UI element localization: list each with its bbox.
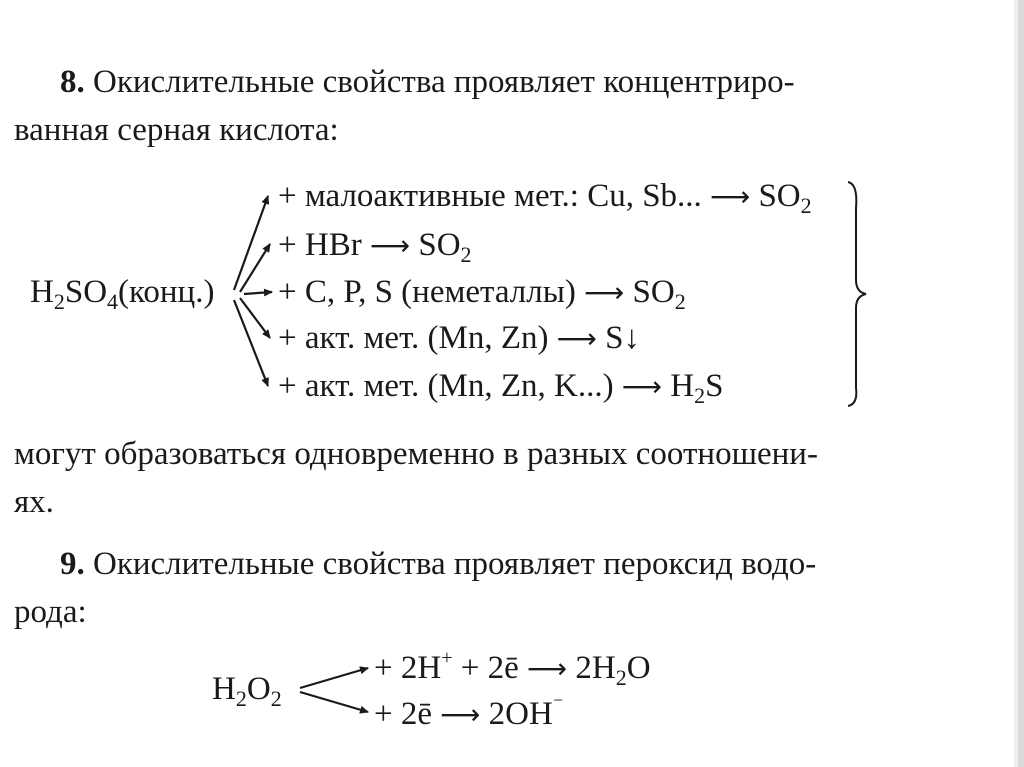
branch-3: + C, P, S (неметаллы) ⟶ $SO_2$ <box>278 274 686 314</box>
h2o2-reagent: $H_2O_2$ <box>212 671 282 711</box>
h2o2-branch-1: + 2H+ + 2ē ⟶ $2H_2O$ <box>374 647 651 690</box>
note-line-1: могут образоваться одновременно в разных соотношени- <box>14 436 818 472</box>
precipitate-arrow-icon: ↓ <box>623 320 640 356</box>
section-9-number: 9. <box>60 546 85 582</box>
branch-4: + акт. мет. (Mn, Zn) ⟶ S↓ <box>278 320 640 356</box>
reaction-arrow-icon: ⟶ <box>527 652 568 685</box>
h2o2-branch-2: + 2ē ⟶ 2OH⁻ <box>374 693 564 732</box>
section-8-text-1: Окислительные свойства проявляет концентриро- <box>93 64 795 100</box>
reaction-arrow-icon: ⟶ <box>440 698 481 731</box>
note-line-2: ях. <box>14 484 54 520</box>
section-9-text-2: рода: <box>14 594 87 630</box>
section-8-number: 8. <box>60 64 85 100</box>
branch-2: + HBr ⟶ $SO_2$ <box>278 227 472 267</box>
reaction-arrow-icon: ⟶ <box>556 322 597 355</box>
section-8-text-2: ванная серная кислота: <box>14 112 339 148</box>
h2so4-reagent: $H_2SO_4(конц.)$ <box>30 274 215 314</box>
h2o2-arrow-up <box>300 668 368 688</box>
reaction-arrow-icon: ⟶ <box>584 276 625 309</box>
reaction-arrow-icon: ⟶ <box>621 370 662 403</box>
reaction-arrow-icon: ⟶ <box>369 229 411 262</box>
reaction-arrow-icon: ⟶ <box>710 180 751 213</box>
h2o2-arrow-down <box>300 692 368 712</box>
branch-5: + акт. мет. (Mn, Zn, K...) ⟶ $H_2S$ <box>278 368 724 408</box>
section-9-text-1: Окислительные свойства проявляет пероксид водо- <box>93 546 817 582</box>
branch-1: + малоактивные мет.: Cu, Sb... ⟶ $SO_2$ <box>278 178 812 218</box>
